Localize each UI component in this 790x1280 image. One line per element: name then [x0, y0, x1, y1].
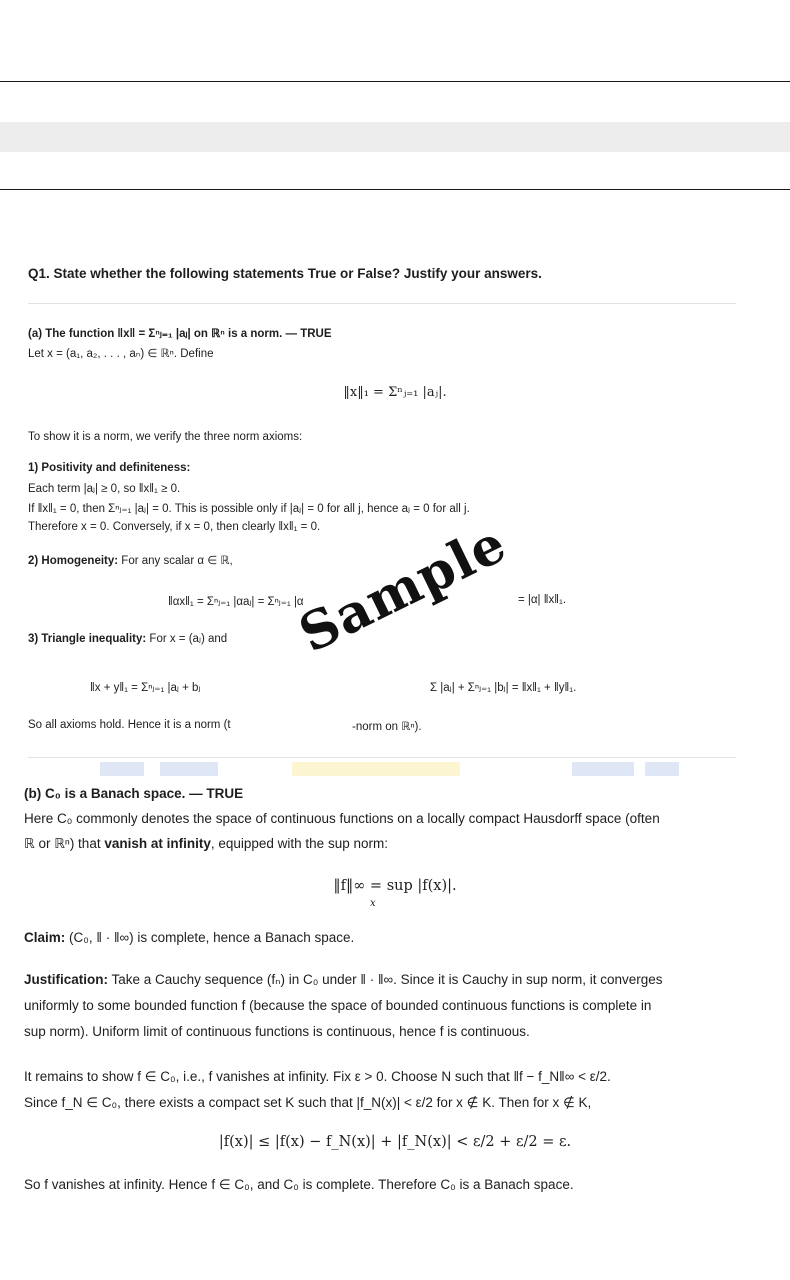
justification-label: Justification:: [24, 972, 109, 987]
axiom2-equation-right: = |α| ‖x‖₁.: [518, 594, 567, 606]
deco-block: [292, 762, 460, 776]
text-span: ℝ or ℝⁿ) that: [24, 836, 105, 851]
part-a-heading: (a) The function ‖x‖ = Σⁿⱼ₌₁ |aⱼ| on ℝⁿ is a norm. — TRUE: [28, 328, 332, 340]
claim-label: Claim:: [24, 930, 66, 945]
part-b-para1-line2: [24, 836, 388, 852]
sup-subscript: x: [370, 898, 376, 909]
remains-line1: It remains to show f ∈ C₀, i.e., f vanishes at infinity. Fix ε > 0. Choose N such that ‖f − f_N‖∞ < ε/2.: [24, 1069, 611, 1084]
part-a-definition: ‖x‖₁ = Σⁿⱼ₌₁ |aⱼ|.: [343, 385, 447, 400]
claim: [24, 930, 354, 945]
claim-text: (C₀, ‖ · ‖∞) is complete, hence a Banach space.: [65, 930, 355, 945]
conclusion-right: -norm on ℝⁿ).: [352, 721, 422, 733]
divider: [28, 757, 736, 758]
axiom2-text: For any scalar α ∈ ℝ,: [121, 555, 233, 567]
axiom2-title: 2) Homogeneity:: [28, 555, 119, 567]
axiom1-line1: Each term |aⱼ| ≥ 0, so ‖x‖₁ ≥ 0.: [28, 483, 181, 495]
axiom1-line2: If ‖x‖₁ = 0, then Σⁿⱼ₌₁ |aⱼ| = 0. This is possible only if |aⱼ| = 0 for all j, hence aⱼ = 0 for all j.: [28, 503, 470, 515]
conclusion-left: So all axioms hold. Hence it is a norm (t: [28, 719, 231, 731]
axiom1-line3: Therefore x = 0. Conversely, if x = 0, then clearly ‖x‖₁ = 0.: [28, 521, 321, 533]
part-b-heading: (b) C₀ is a Banach space. — TRUE: [24, 786, 244, 801]
remains-line2: Since f_N ∈ C₀, there exists a compact set K such that |f_N(x)| < ε/2 for x ∉ K. Then for x ∉ K,: [24, 1095, 592, 1110]
axiom3-text: For x = (aⱼ) and: [149, 633, 228, 645]
deco-block: [160, 762, 218, 776]
axiom1-title: 1) Positivity and definiteness:: [28, 462, 191, 474]
deco-block: [572, 762, 634, 776]
part-a-intro: To show it is a norm, we verify the three norm axioms:: [28, 431, 303, 443]
axiom3: [28, 631, 227, 645]
axiom2-equation-left: ‖αx‖₁ = Σⁿⱼ₌₁ |αaⱼ| = Σⁿⱼ₌₁ |α: [168, 596, 304, 608]
part-a-let: Let x = (a₁, a₂, . . . , aₙ) ∈ ℝⁿ. Define: [28, 348, 214, 360]
justification-line1: [24, 972, 663, 988]
top-rule: [0, 81, 790, 82]
sample-watermark: Sample: [290, 512, 516, 665]
axiom3-equation-left: ‖x + y‖₁ = Σⁿⱼ₌₁ |aⱼ + bⱼ: [90, 682, 201, 694]
axiom2: [28, 553, 233, 567]
text-span: , equipped with the sup norm:: [210, 836, 388, 851]
header-rule: [0, 189, 790, 190]
sup-norm-equation: ‖f‖∞ = sup |f(x)|.: [333, 878, 457, 894]
justification-line3: sup norm). Uniform limit of continuous functions is continuous, hence f is continuous.: [24, 1024, 530, 1039]
axiom3-equation-right: Σ |aⱼ| + Σⁿⱼ₌₁ |bⱼ| = ‖x‖₁ + ‖y‖₁.: [430, 682, 577, 694]
justification-line2: uniformly to some bounded function f (because the space of bounded continuous functions is complete in: [24, 998, 652, 1013]
justification-text: Take a Cauchy sequence (fₙ) in C₀ under ‖ · ‖∞. Since it is Cauchy in sup norm, it converges: [108, 972, 663, 987]
final-statement: So f vanishes at infinity. Hence f ∈ C₀, and C₀ is complete. Therefore C₀ is a Banach space.: [24, 1177, 574, 1192]
deco-block: [100, 762, 144, 776]
question-title: Q1. State whether the following statements True or False? Justify your answers.: [28, 266, 542, 281]
deco-block: [645, 762, 679, 776]
emphasis: vanish at infinity: [104, 836, 211, 851]
toolbar-band: [0, 122, 790, 152]
divider: [28, 303, 736, 304]
axiom3-title: 3) Triangle inequality:: [28, 633, 147, 645]
part-b-para1-line1: Here C₀ commonly denotes the space of continuous functions on a locally compact Hausdorff space (often: [24, 811, 660, 826]
inequality-equation: |f(x)| ≤ |f(x) − f_N(x)| + |f_N(x)| < ε/2 + ε/2 = ε.: [218, 1134, 572, 1150]
